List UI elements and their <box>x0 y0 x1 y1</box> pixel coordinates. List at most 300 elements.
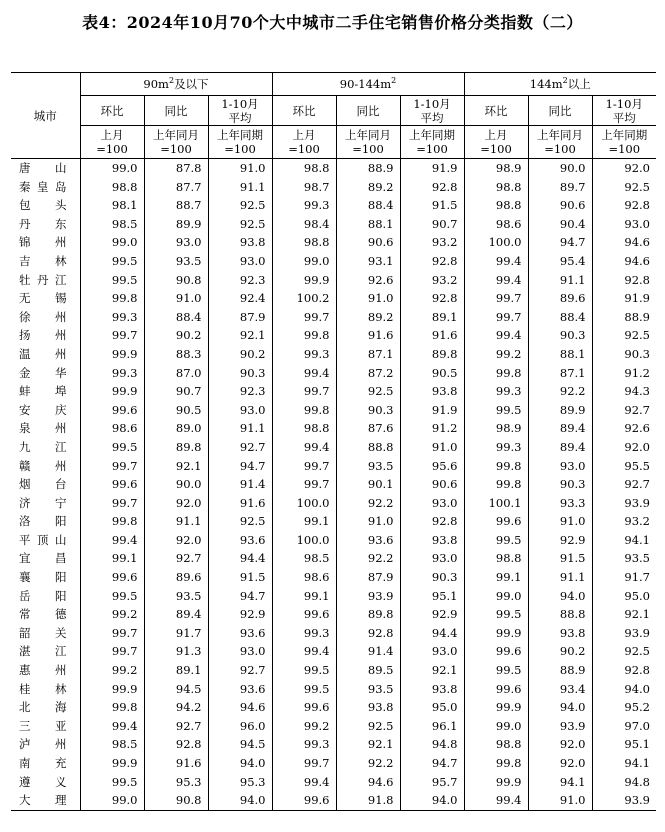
index-value: 91.1 <box>208 419 272 438</box>
index-value: 92.3 <box>208 271 272 290</box>
index-value: 90.7 <box>400 215 464 234</box>
index-value: 94.1 <box>528 773 592 792</box>
city-name: 大理 <box>11 791 80 810</box>
index-type-header: 同比 <box>528 96 592 126</box>
index-value: 99.6 <box>272 698 336 717</box>
index-value: 99.3 <box>272 196 336 215</box>
index-value: 93.8 <box>400 680 464 699</box>
index-value: 89.4 <box>144 605 208 624</box>
index-value: 98.5 <box>80 735 144 754</box>
index-value: 99.9 <box>80 680 144 699</box>
index-value: 99.4 <box>272 364 336 383</box>
table-row <box>11 680 656 699</box>
index-value: 91.0 <box>528 512 592 531</box>
index-value: 99.8 <box>272 326 336 345</box>
index-value: 92.7 <box>144 549 208 568</box>
index-value: 92.0 <box>144 531 208 550</box>
index-value: 89.8 <box>400 345 464 364</box>
area-group-header: $90-144m^2$ <box>272 73 464 96</box>
index-value: 98.1 <box>80 196 144 215</box>
index-value: 98.8 <box>464 196 528 215</box>
city-name: 常德 <box>19 607 67 622</box>
index-value: 89.4 <box>528 438 592 457</box>
index-value: 93.1 <box>336 252 400 271</box>
index-value: 98.6 <box>464 215 528 234</box>
index-value: 92.6 <box>592 419 656 438</box>
page-title: 表4：2024年10月70个大中城市二手住宅销售价格分类指数（二） <box>82 13 583 32</box>
index-value: 92.8 <box>400 289 464 308</box>
index-value: 95.0 <box>400 698 464 717</box>
city-name: 宜昌 <box>19 551 67 566</box>
index-value: 98.7 <box>272 178 336 197</box>
index-value: 98.9 <box>464 419 528 438</box>
index-value: 94.2 <box>144 698 208 717</box>
index-value: 93.0 <box>400 549 464 568</box>
index-value: 92.9 <box>528 531 592 550</box>
index-value: 94.7 <box>208 587 272 606</box>
index-value: 95.5 <box>592 457 656 476</box>
city-name: 湛江 <box>19 644 67 659</box>
price-index-table <box>11 72 656 811</box>
index-value: 94.1 <box>592 754 656 773</box>
index-value: 88.7 <box>144 196 208 215</box>
index-value: 99.6 <box>272 791 336 810</box>
base-period-header: 上年同期 =100 <box>400 126 464 159</box>
index-value: 93.9 <box>592 494 656 513</box>
base-period-header: 上月 =100 <box>80 126 144 159</box>
city-name: 泉州 <box>19 421 67 436</box>
index-value: 92.8 <box>144 735 208 754</box>
index-value: 98.6 <box>272 568 336 587</box>
index-value: 99.4 <box>80 531 144 550</box>
index-value: 99.9 <box>80 382 144 401</box>
index-value: 93.8 <box>400 382 464 401</box>
index-value: 92.1 <box>400 661 464 680</box>
table-row <box>11 215 656 234</box>
index-value: 99.8 <box>464 754 528 773</box>
index-value: 91.6 <box>144 754 208 773</box>
index-value: 99.5 <box>80 271 144 290</box>
index-value: 93.5 <box>336 457 400 476</box>
city-name: 金华 <box>19 365 67 380</box>
index-value: 94.0 <box>208 754 272 773</box>
index-value: 89.6 <box>144 568 208 587</box>
index-value: 99.9 <box>464 624 528 643</box>
index-value: 99.9 <box>80 345 144 364</box>
index-value: 90.6 <box>336 233 400 252</box>
index-type-header: 同比 <box>144 96 208 126</box>
index-value: 91.0 <box>336 289 400 308</box>
index-value: 93.0 <box>208 252 272 271</box>
index-value: 93.9 <box>592 624 656 643</box>
index-value: 89.2 <box>336 308 400 327</box>
table-row <box>11 735 656 754</box>
table-body <box>11 159 656 811</box>
table-row <box>11 605 656 624</box>
index-value: 90.3 <box>400 568 464 587</box>
index-value: 91.5 <box>208 568 272 587</box>
index-value: 94.7 <box>208 457 272 476</box>
index-value: 92.2 <box>336 754 400 773</box>
index-value: 91.2 <box>592 364 656 383</box>
index-value: 99.4 <box>464 791 528 810</box>
index-value: 90.3 <box>528 475 592 494</box>
index-value: 90.3 <box>528 326 592 345</box>
index-value: 97.0 <box>592 717 656 736</box>
index-value: 93.0 <box>144 233 208 252</box>
index-value: 90.0 <box>144 475 208 494</box>
index-value: 90.2 <box>208 345 272 364</box>
index-value: 92.7 <box>208 438 272 457</box>
index-value: 92.5 <box>336 382 400 401</box>
table-row <box>11 196 656 215</box>
index-value: 93.0 <box>400 642 464 661</box>
index-value: 98.5 <box>80 215 144 234</box>
index-value: 99.5 <box>464 531 528 550</box>
index-value: 91.1 <box>208 178 272 197</box>
index-value: 87.1 <box>528 364 592 383</box>
index-value: 96.0 <box>208 717 272 736</box>
index-value: 99.0 <box>272 252 336 271</box>
table-row <box>11 587 656 606</box>
index-value: 90.3 <box>336 401 400 420</box>
index-value: 89.8 <box>144 438 208 457</box>
index-value: 99.5 <box>464 401 528 420</box>
index-value: 90.4 <box>528 215 592 234</box>
index-value: 95.3 <box>144 773 208 792</box>
index-value: 92.9 <box>208 605 272 624</box>
index-value: 93.8 <box>528 624 592 643</box>
index-value: 93.3 <box>528 494 592 513</box>
index-value: 95.7 <box>400 773 464 792</box>
index-value: 99.6 <box>80 401 144 420</box>
base-period-header: 上年同月 =100 <box>144 126 208 159</box>
index-value: 92.8 <box>400 178 464 197</box>
index-value: 90.1 <box>336 475 400 494</box>
index-value: 89.8 <box>336 605 400 624</box>
index-value: 99.2 <box>80 661 144 680</box>
index-value: 94.8 <box>400 735 464 754</box>
index-value: 99.8 <box>464 475 528 494</box>
index-value: 99.7 <box>80 326 144 345</box>
index-value: 95.1 <box>400 587 464 606</box>
index-value: 90.3 <box>208 364 272 383</box>
city-name: 包头 <box>19 198 67 213</box>
table-row <box>11 308 656 327</box>
index-value: 91.1 <box>528 271 592 290</box>
index-value: 99.6 <box>80 568 144 587</box>
index-value: 91.6 <box>400 326 464 345</box>
table-row <box>11 271 656 290</box>
index-value: 94.8 <box>592 773 656 792</box>
index-value: 93.4 <box>528 680 592 699</box>
table-row <box>11 178 656 197</box>
index-value: 87.9 <box>336 568 400 587</box>
index-value: 91.6 <box>208 494 272 513</box>
index-value: 99.5 <box>464 605 528 624</box>
index-value: 99.5 <box>272 680 336 699</box>
index-value: 88.4 <box>144 308 208 327</box>
index-value: 93.9 <box>336 587 400 606</box>
table-row <box>11 717 656 736</box>
index-value: 95.6 <box>400 457 464 476</box>
index-value: 94.1 <box>592 531 656 550</box>
index-value: 98.8 <box>464 735 528 754</box>
table-row <box>11 475 656 494</box>
index-value: 88.8 <box>528 605 592 624</box>
city-name: 遵义 <box>19 774 67 789</box>
index-value: 92.1 <box>592 605 656 624</box>
index-value: 99.5 <box>80 773 144 792</box>
index-value: 92.2 <box>336 494 400 513</box>
index-value: 99.5 <box>272 661 336 680</box>
index-value: 100.1 <box>464 494 528 513</box>
index-value: 91.0 <box>336 512 400 531</box>
base-period-header: 上年同期 =100 <box>592 126 656 159</box>
table-row <box>11 624 656 643</box>
city-name: 济宁 <box>19 495 67 510</box>
table-row <box>11 568 656 587</box>
index-value: 91.4 <box>336 642 400 661</box>
index-value: 98.8 <box>464 178 528 197</box>
index-value: 99.8 <box>80 698 144 717</box>
index-value: 99.6 <box>272 605 336 624</box>
index-value: 87.9 <box>208 308 272 327</box>
index-value: 99.4 <box>464 326 528 345</box>
index-value: 92.3 <box>208 382 272 401</box>
index-value: 91.1 <box>528 568 592 587</box>
index-type-header: 1-10月 平均 <box>592 96 656 126</box>
index-value: 98.8 <box>272 159 336 178</box>
index-value: 91.5 <box>400 196 464 215</box>
index-value: 93.5 <box>592 549 656 568</box>
index-value: 99.7 <box>272 382 336 401</box>
table-row <box>11 494 656 513</box>
index-value: 95.1 <box>592 735 656 754</box>
index-value: 92.8 <box>592 661 656 680</box>
table-row <box>11 773 656 792</box>
table-row <box>11 661 656 680</box>
index-value: 90.3 <box>592 345 656 364</box>
index-value: 95.3 <box>208 773 272 792</box>
city-column-header: 城市 <box>11 73 80 159</box>
index-value: 92.6 <box>336 271 400 290</box>
index-value: 99.7 <box>272 754 336 773</box>
index-value: 88.9 <box>592 308 656 327</box>
index-type-header: 环比 <box>272 96 336 126</box>
index-value: 94.4 <box>400 624 464 643</box>
index-value: 98.6 <box>80 419 144 438</box>
index-value: 87.2 <box>336 364 400 383</box>
index-value: 90.2 <box>528 642 592 661</box>
index-value: 90.8 <box>144 791 208 810</box>
index-value: 98.5 <box>272 549 336 568</box>
city-name: 牡丹江 <box>19 272 67 287</box>
index-value: 99.8 <box>80 512 144 531</box>
city-name: 蚌埠 <box>19 384 67 399</box>
index-type-header: 环比 <box>80 96 144 126</box>
index-value: 92.5 <box>208 196 272 215</box>
index-value: 92.8 <box>400 512 464 531</box>
table-row <box>11 401 656 420</box>
index-value: 91.8 <box>336 791 400 810</box>
index-value: 91.0 <box>528 791 592 810</box>
index-value: 94.0 <box>592 680 656 699</box>
index-value: 91.9 <box>400 159 464 178</box>
index-value: 92.7 <box>208 661 272 680</box>
index-value: 100.0 <box>464 233 528 252</box>
index-value: 93.9 <box>528 717 592 736</box>
index-value: 99.4 <box>464 271 528 290</box>
city-name: 洛阳 <box>19 514 67 529</box>
index-value: 93.6 <box>208 531 272 550</box>
index-value: 88.8 <box>336 438 400 457</box>
index-type-header: 同比 <box>336 96 400 126</box>
index-value: 98.4 <box>272 215 336 234</box>
index-value: 87.8 <box>144 159 208 178</box>
index-value: 91.7 <box>144 624 208 643</box>
index-value: 99.8 <box>464 364 528 383</box>
index-value: 90.2 <box>144 326 208 345</box>
index-value: 98.8 <box>80 178 144 197</box>
city-name: 锦州 <box>19 235 67 250</box>
index-value: 91.9 <box>400 401 464 420</box>
index-value: 99.2 <box>464 345 528 364</box>
index-value: 94.7 <box>400 754 464 773</box>
index-value: 89.0 <box>144 419 208 438</box>
index-value: 99.8 <box>80 289 144 308</box>
index-value: 99.0 <box>80 791 144 810</box>
index-value: 92.0 <box>592 159 656 178</box>
table-row <box>11 754 656 773</box>
index-value: 98.8 <box>272 233 336 252</box>
index-value: 91.9 <box>592 289 656 308</box>
city-name: 韶关 <box>19 625 67 640</box>
index-value: 99.7 <box>464 308 528 327</box>
index-value: 89.1 <box>144 661 208 680</box>
table-row <box>11 252 656 271</box>
index-value: 99.7 <box>272 457 336 476</box>
city-name: 唐山 <box>19 161 67 175</box>
table-row <box>11 159 656 178</box>
city-name: 烟台 <box>19 477 67 492</box>
index-value: 99.4 <box>272 438 336 457</box>
index-type-header: 1-10月 平均 <box>208 96 272 126</box>
index-value: 91.6 <box>336 326 400 345</box>
city-name: 扬州 <box>19 328 67 343</box>
index-value: 99.7 <box>80 457 144 476</box>
index-value: 94.0 <box>528 698 592 717</box>
city-name: 赣州 <box>19 458 67 473</box>
index-value: 92.0 <box>528 735 592 754</box>
index-value: 92.0 <box>144 494 208 513</box>
index-value: 89.7 <box>528 178 592 197</box>
index-value: 99.2 <box>272 717 336 736</box>
index-value: 99.7 <box>272 475 336 494</box>
index-value: 99.3 <box>80 364 144 383</box>
index-value: 95.4 <box>528 252 592 271</box>
index-value: 89.2 <box>336 178 400 197</box>
index-value: 93.0 <box>400 494 464 513</box>
index-value: 92.2 <box>336 549 400 568</box>
area-group-header: $144m^2$以上 <box>464 73 656 96</box>
index-value: 93.5 <box>144 252 208 271</box>
table-header <box>11 73 656 159</box>
index-value: 87.0 <box>144 364 208 383</box>
index-value: 99.3 <box>272 624 336 643</box>
city-name: 北海 <box>19 700 67 715</box>
city-name: 吉林 <box>19 253 67 268</box>
city-name: 惠州 <box>19 663 67 678</box>
index-value: 91.4 <box>208 475 272 494</box>
index-value: 91.0 <box>208 159 272 178</box>
index-value: 94.4 <box>208 549 272 568</box>
index-value: 99.0 <box>464 717 528 736</box>
index-value: 93.9 <box>592 791 656 810</box>
index-value: 100.2 <box>272 289 336 308</box>
index-value: 95.2 <box>592 698 656 717</box>
index-value: 99.9 <box>464 698 528 717</box>
index-value: 89.4 <box>528 419 592 438</box>
index-value: 92.5 <box>592 642 656 661</box>
table-row <box>11 345 656 364</box>
index-value: 93.2 <box>400 233 464 252</box>
index-value: 92.8 <box>400 252 464 271</box>
index-value: 92.5 <box>592 178 656 197</box>
index-value: 98.8 <box>272 419 336 438</box>
index-value: 92.4 <box>208 289 272 308</box>
index-value: 99.1 <box>80 549 144 568</box>
table-row <box>11 382 656 401</box>
index-value: 88.3 <box>144 345 208 364</box>
index-value: 87.6 <box>336 419 400 438</box>
index-value: 99.2 <box>80 605 144 624</box>
index-value: 99.3 <box>464 382 528 401</box>
index-value: 90.0 <box>528 159 592 178</box>
table-row <box>11 438 656 457</box>
index-value: 94.7 <box>528 233 592 252</box>
index-value: 99.6 <box>464 512 528 531</box>
index-value: 91.1 <box>144 512 208 531</box>
index-value: 93.2 <box>400 271 464 290</box>
index-value: 91.3 <box>144 642 208 661</box>
table-row <box>11 512 656 531</box>
index-value: 93.0 <box>208 642 272 661</box>
index-value: 89.9 <box>144 215 208 234</box>
index-value: 99.1 <box>272 512 336 531</box>
index-value: 100.0 <box>272 531 336 550</box>
index-value: 94.0 <box>528 587 592 606</box>
index-value: 94.3 <box>592 382 656 401</box>
index-value: 99.1 <box>464 568 528 587</box>
city-name: 平顶山 <box>19 532 67 547</box>
index-value: 88.9 <box>528 661 592 680</box>
index-value: 93.8 <box>400 531 464 550</box>
index-value: 99.6 <box>464 642 528 661</box>
table-row <box>11 419 656 438</box>
index-value: 88.1 <box>336 215 400 234</box>
city-name: 九江 <box>19 439 67 454</box>
index-value: 99.7 <box>80 642 144 661</box>
city-name: 岳阳 <box>19 588 67 603</box>
index-value: 92.8 <box>592 196 656 215</box>
index-value: 93.0 <box>528 457 592 476</box>
index-value: 99.0 <box>464 587 528 606</box>
index-value: 99.1 <box>272 587 336 606</box>
index-value: 92.8 <box>336 624 400 643</box>
index-value: 99.6 <box>80 475 144 494</box>
index-value: 92.1 <box>208 326 272 345</box>
